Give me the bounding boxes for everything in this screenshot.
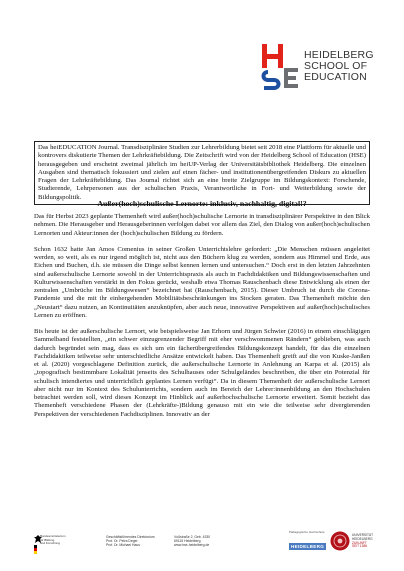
address-line: 69115 Heidelberg bbox=[174, 539, 201, 543]
address-line: Voßstraße 2, Geb. 4330 bbox=[174, 535, 211, 539]
hse-logo-text bbox=[304, 50, 374, 83]
footer bbox=[34, 531, 384, 565]
logo-line: SCHOOL OF bbox=[304, 60, 368, 72]
hse-logo-mark bbox=[260, 42, 304, 92]
cfp-heading: Außer(hoch)schulische Lernorte: inklusiv, nachhaltig, digital!? bbox=[97, 199, 307, 208]
uni-heidelberg-logo bbox=[330, 531, 384, 561]
uni-line: SEIT 1386 bbox=[352, 544, 368, 549]
paragraph: Schon 1632 hatte Jan Amos Comenius in seiner Großen Unterrichtslehre gefordert: „Die Menschen müssen angeleitet werden, so weit, als es nur irgend möglich ist, nicht aus den Büchern klug zu werden, sondern aus Himmel und Erde, aus Eichen und Buchen, d.h. sie müssen die Dinge selbst kennen lernen und untersuchen.“ Doch erst in den letzten Jahrzehnten sind außerschulische Lernorte sowohl in der Unterrichtspraxis als auch in Fachdidaktiken und Bildungswissenschaften und Kulturwissenschaften verstärkt in den Fokus gerückt, weshalb etwa Thomas Rauschenbach diese Entwicklung als einen der zentralen „Umbrüche im Bildungswesen“ bezeichnet hat (Rauschenbach, 2015). Dieser Umbruch ist durch die Corona-Pandemie und die mit ihr einhergehenden Mobilitätsbeschränkungen ins Stocken geraten. Das Themenheft möchte den „Neustart“ dazu nutzen, an Kontinuitäten anzuknüpfen, aber auch neue, innovative Perspektiven auf außer(hoch)schulisches Lernen zu eröffnen. bbox=[34, 245, 370, 319]
logo-line: EDUCATION bbox=[304, 71, 367, 83]
footer-office bbox=[106, 535, 155, 547]
ph-label: Pädagogische Hochschule bbox=[289, 530, 325, 534]
university-seal-icon bbox=[330, 531, 350, 551]
paragraph: Das für Herbst 2023 geplante Themenheft wird außer(hoch)schulische Lernorte in transdisziplinärer Perspektive in den Blick nehmen. Die Herausgeber und Herausgeberinnen verfolgen dabei vor allem das Ziel, den Dialog von außer(hoch)schulischen Lernorten und Akteur:innen der (hoch)schulischen Bildung zu fördern. bbox=[34, 213, 370, 237]
ph-name: HEIDELBERG bbox=[291, 543, 325, 549]
office-line: Prof. Dr. Petra Deger bbox=[106, 539, 138, 543]
logo-line: HEIDELBERG bbox=[304, 49, 374, 61]
paragraph: Bis heute ist der außerschulische Lernort, wie beispielsweise Jan Erhorn und Jürgen Schwier (2016) in einem einschlägigen Sammelband feststellten, „ein schwer einzugrenzender Begriff mit eher verschwommenen Rändern“ geblieben, was auch dadurch begründet sein mag, dass es sich um ein fächerübergreifendes Bildungskonzept handelt, für das die einzelnen Fachdidaktiken teilweise sehr unterschiedliche Ansätze entwickelt haben. Das Themenheft greift auf die von Kuske-Janßen et al. (2020) vorgeschlagene Definition zurück, die außerschulische Lernorte in Anlehnung an Karpa et al. (2015) als „topografisch bestimmbare Lokalität jenseits des Schulhauses oder Schulgeländes beschreiben, die über ein Potenzial für schulisch intendiertes und unterrichtlich geplantes Lernen verfügt“. Da in diesem Themenheft der außerschulische Lernort aber nicht nur im Kontext des Schulunterrichts, sondern auch im Bereich der Lehrer:innenbildung an den Hochschulen betrachtet werden soll, wird dieses Konzept im Hinblick auf außerhochschulische Lernorte erweitert. Somit bezieht das Themenheft verschiedene Phasen der (Lehrkräfte-)Bildung genauso mit ein wie die teilweise sehr divergierenden Perspektiven der verschiedenen Fachdisziplinen. Innovativ an der bbox=[34, 328, 370, 418]
flag-icon bbox=[34, 545, 37, 554]
body-text bbox=[34, 213, 370, 427]
uni-line: ZUKUNFT bbox=[352, 540, 367, 545]
bmbf-line: Bundesministerium bbox=[40, 534, 66, 538]
bmbf-logo bbox=[34, 531, 82, 561]
office-line: Geschäftsführendes Direktorium bbox=[106, 535, 155, 539]
bmbf-line: und Forschung bbox=[40, 541, 61, 546]
address-line: www.hse-heidelberg.de bbox=[174, 543, 210, 547]
uni-line: HEIDELBERG bbox=[352, 536, 373, 541]
footer-address bbox=[174, 535, 210, 547]
journal-intro-box: Das heiEDUCATION Journal. Transdisziplinäre Studien zur Lehrerbildung bietet seit 2018 eine Plattform für aktuelle und kontrovers diskutierte Themen der Lehrkräftebildung. Die Zeitschrift wird von der Heidelberg School of Education (HSE) herausgegeben und erscheint zweimal jährlich im heiUP-Verlag der Universitätsbibliothek Heidelberg. Die einzelnen Ausgaben sind thematisch fokussiert und zielen auf einen fächer- und institutionenübergreifenden Diskurs zu aktuellen Fragen der Lehrkräftebildung. Das Journal richtet sich an eine breite Zielgruppe im Bildungskontext: Forschende, Studierende, Lehrpersonen aus der schulischen Praxis, Verantwortliche in Fort- und Weiterbildung sowie der Bildungspolitik. bbox=[34, 141, 370, 205]
office-line: Prof. Dr. Michael Haus bbox=[106, 543, 140, 547]
uni-line: UNIVERSITÄT bbox=[352, 533, 374, 537]
bmbf-line: für Bildung bbox=[40, 537, 55, 542]
hse-logo bbox=[260, 42, 380, 92]
